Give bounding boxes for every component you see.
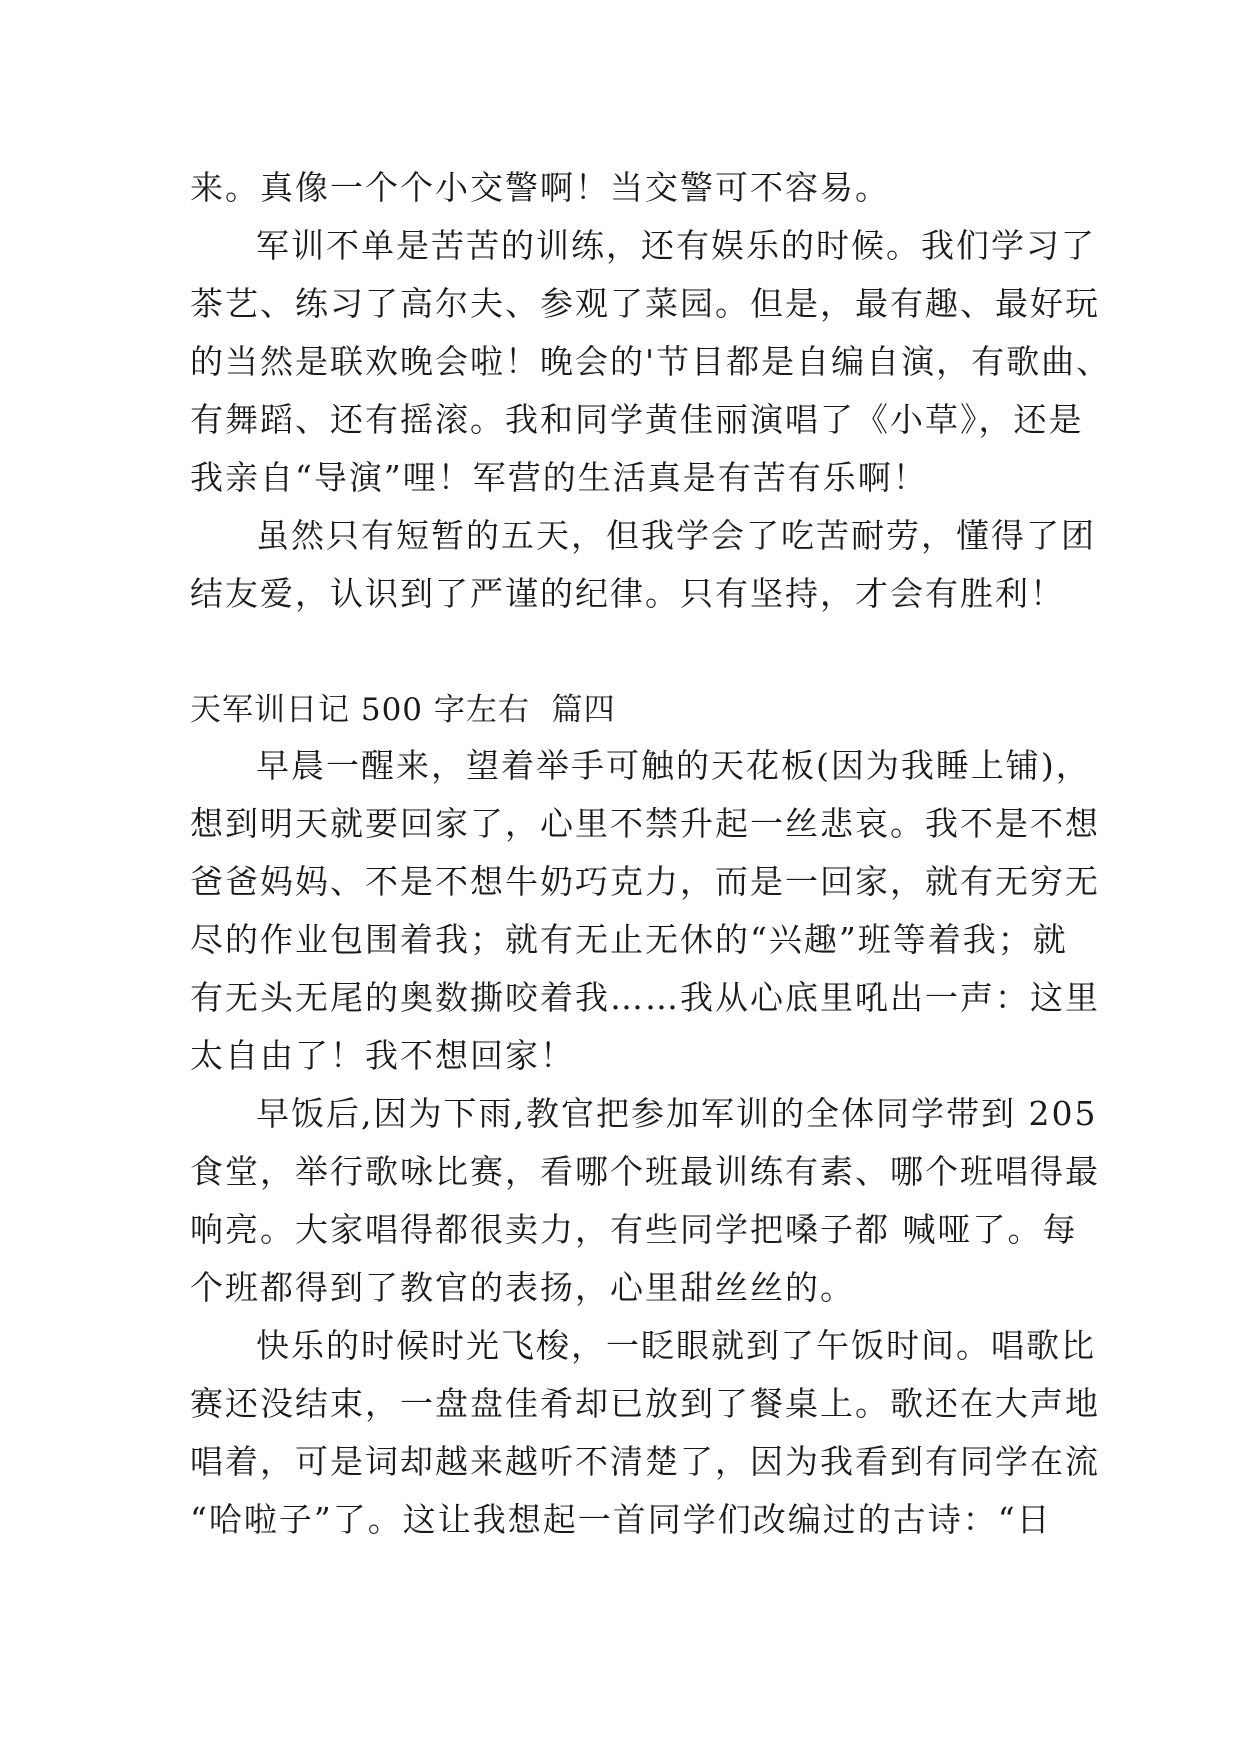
section-heading: 天军训日记 500 字左右 篇四 xyxy=(190,692,616,728)
paragraph-line: 有无头无尾的奥数撕咬着我……我从心底里吼出一声：这里 xyxy=(190,978,1100,1017)
paragraph-line: 茶艺、练习了高尔夫、参观了菜园。但是，最有趣、最好玩 xyxy=(190,284,1100,323)
paragraph-line: 想到明天就要回家了，心里不禁升起一丝悲哀。我不是不想 xyxy=(190,804,1100,843)
paragraph-line: “哈啦子”了。这让我想起一首同学们改编过的古诗：“日 xyxy=(190,1500,1052,1539)
paragraph-line: 尽的作业包围着我；就有无止无休的“兴趣”班等着我；就 xyxy=(190,920,1068,959)
paragraph-line: 早饭后,因为下雨,教官把参加军训的全体同学带到 205 xyxy=(256,1094,1098,1133)
paragraph-line: 我亲自“导演”哩！军营的生活真是有苦有乐啊！ xyxy=(190,458,928,497)
paragraph-line: 唱着，可是词却越来越听不清楚了，因为我看到有同学在流 xyxy=(190,1442,1100,1481)
paragraph-line: 响亮。大家唱得都很卖力，有些同学把嗓子都 喊哑了。每 xyxy=(190,1210,1078,1249)
paragraph-line: 食堂，举行歌咏比赛，看哪个班最训练有素、哪个班唱得最 xyxy=(190,1152,1100,1191)
paragraph-line: 来。真像一个个小交警啊！当交警可不容易。 xyxy=(190,168,890,207)
paragraph-line: 有舞蹈、还有摇滚。我和同学黄佳丽演唱了《小草》，还是 xyxy=(190,400,1084,439)
paragraph-line: 军训不单是苦苦的训练，还有娱乐的时候。我们学习了 xyxy=(256,226,1096,265)
paragraph-line: 爸爸妈妈、不是不想牛奶巧克力，而是一回家，就有无穷无 xyxy=(190,862,1100,901)
paragraph-line: 赛还没结束，一盘盘佳肴却已放到了餐桌上。歌还在大声地 xyxy=(190,1384,1100,1423)
paragraph-line: 结友爱，认识到了严谨的纪律。只有坚持，才会有胜利！ xyxy=(190,574,1065,613)
paragraph-line: 的当然是联欢晚会啦！晚会的'节目都是自编自演，有歌曲、 xyxy=(190,342,1112,381)
paragraph-line: 快乐的时候时光飞梭，一眨眼就到了午饭时间。唱歌比 xyxy=(256,1326,1096,1365)
paragraph-line: 太自由了！我不想回家！ xyxy=(190,1036,575,1075)
paragraph-line: 早晨一醒来，望着举手可触的天花板(因为我睡上铺)， xyxy=(256,746,1091,785)
paragraph-line: 个班都得到了教官的表扬，心里甜丝丝的。 xyxy=(190,1268,855,1307)
paragraph-line: 虽然只有短暂的五天，但我学会了吃苦耐劳，懂得了团 xyxy=(256,516,1096,555)
